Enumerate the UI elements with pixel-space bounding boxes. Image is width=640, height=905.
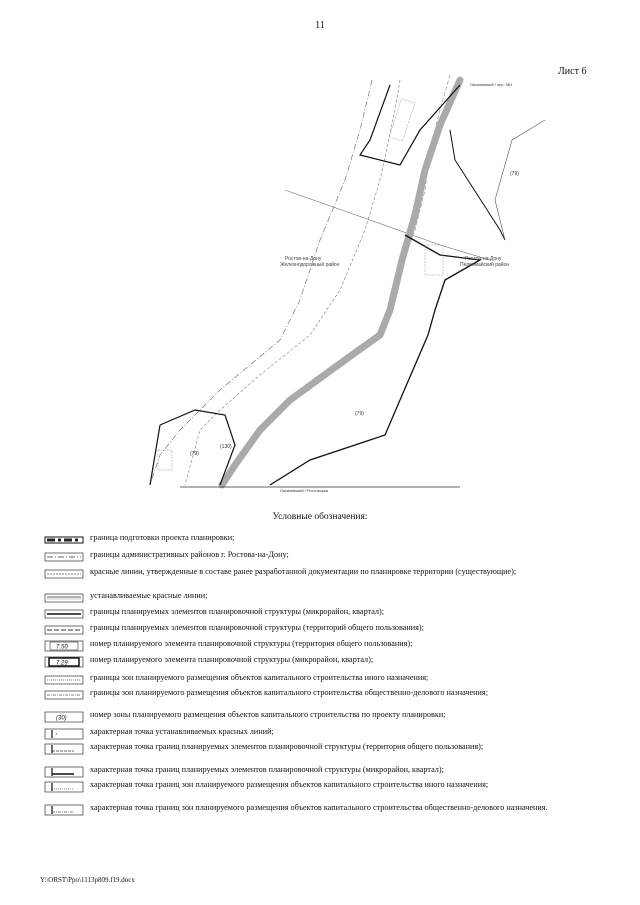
planning-map-drawing — [140, 70, 560, 495]
microdistrict-boundary-symbol — [44, 608, 84, 620]
zone-number-badge: (30) — [56, 715, 67, 722]
sheet-label: Лист 6 — [558, 66, 587, 77]
legend-item — [44, 533, 604, 550]
svg-text:Ростов-на-Дону Железнодо — [280, 256, 340, 268]
business-zone-boundary-symbol — [44, 689, 84, 701]
district-boundary-symbol — [44, 551, 84, 563]
microdistrict-point-symbol — [44, 766, 84, 778]
microdistrict-badge: 7.29 — [56, 660, 68, 667]
legend-item — [44, 780, 604, 803]
street-label-bottom: Лихачевский / Ростовская — [280, 488, 328, 493]
legend-item — [44, 742, 604, 765]
legend-item — [44, 727, 604, 742]
legend-item — [44, 710, 604, 727]
legend-label: красные линии, утвержденные в составе ранее разработанной документации по планировке территории (существующие); — [90, 567, 517, 576]
legend-item — [44, 673, 604, 688]
legend-item — [44, 803, 604, 827]
legend-item — [44, 567, 604, 591]
legend-label: границы планируемых элементов планировочной структуры (микрорайон, квартал); — [90, 607, 385, 616]
svg-text:1: 1 — [55, 731, 58, 736]
public-element-point-symbol — [44, 743, 84, 755]
legend-label: характерная точка границ зон планируемого размещения объектов капитального строительства общественно-делового назначения. — [90, 803, 548, 812]
footer-file-path: Y:\ORST\Ppo\1113p809.f19.docx — [40, 876, 135, 884]
zone-label-4: (130) — [220, 444, 232, 450]
legend-item — [44, 639, 604, 655]
existing-red-line-symbol — [44, 568, 84, 580]
legend-item — [44, 550, 604, 567]
legend-label: номер зоны планируемого размещения объектов капитального строительства по проекту планировки; — [90, 710, 446, 719]
legend-label: границы зон планируемого размещения объектов капитального строительства иного назначения; — [90, 673, 429, 682]
zone-number-symbol — [44, 711, 84, 723]
legend-label: границы планируемых элементов планировочной структуры (территорий общего пользования); — [90, 623, 424, 632]
business-zone-point-symbol — [44, 804, 84, 816]
public-territory-boundary-symbol — [44, 624, 84, 636]
other-zone-boundary-symbol — [44, 674, 84, 686]
zone-label-1: (79) — [510, 171, 519, 177]
legend-label: характерная точка границ зон планируемого размещения объектов капитального строительства иного назначения; — [90, 780, 489, 789]
planning-boundary-symbol — [44, 534, 84, 546]
legend-item — [44, 655, 604, 673]
legend-label: номер планируемого элемента планировочной структуры (микрорайон, квартал); — [90, 655, 374, 664]
legend-item — [44, 688, 604, 710]
legend-label: характерная точка устанавливаемых красных линий; — [90, 727, 274, 736]
svg-text:Ростов-на-Дону Первомайс — [460, 256, 509, 268]
legend-label: характерная точка границ планируемых элементов планировочной структуры (микрорайон, квартал); — [90, 765, 444, 774]
district-left-line2: Железнодорожный район — [280, 262, 340, 268]
street-label-top: Лихачевский / пер. №1 — [470, 82, 513, 87]
planning-map — [140, 70, 560, 495]
zone-label-3: (79) — [190, 451, 199, 457]
legend-item — [44, 591, 604, 607]
page-number: 11 — [315, 20, 325, 31]
legend-label: номер планируемого элемента планировочной структуры (территория общего пользования); — [90, 639, 413, 648]
legend-label: границы зон планируемого размещения объектов капитального строительства общественно-делового назначения; — [90, 688, 488, 697]
red-line-point-symbol — [44, 728, 84, 740]
legend-title: Условные обозначения: — [272, 512, 368, 522]
public-element-number-symbol — [44, 640, 84, 652]
district-right-line2: Первомайский район — [460, 262, 510, 268]
legend-label: границы административных районов г. Ростова-на-Дону; — [90, 550, 289, 559]
district-right-line1: Ростов-на-Дону — [465, 256, 502, 262]
district-left-line1: Ростов-на-Дону — [285, 256, 322, 262]
other-zone-point-symbol — [44, 781, 84, 793]
zone-label-2: (79) — [355, 411, 364, 417]
legend-label: устанавливаемые красные линии; — [90, 591, 208, 600]
legend-label: характерная точка границ планируемых элементов планировочной структуры (территория общего пользования); — [90, 742, 484, 751]
legend-item — [44, 765, 604, 780]
microdistrict-number-symbol — [44, 656, 84, 668]
public-element-badge: 7.50 — [56, 644, 68, 651]
new-red-line-symbol — [44, 592, 84, 604]
legend-label: граница подготовки проекта планировки; — [90, 533, 235, 542]
legend-item — [44, 623, 604, 639]
legend-item — [44, 607, 604, 623]
legend — [44, 533, 604, 827]
